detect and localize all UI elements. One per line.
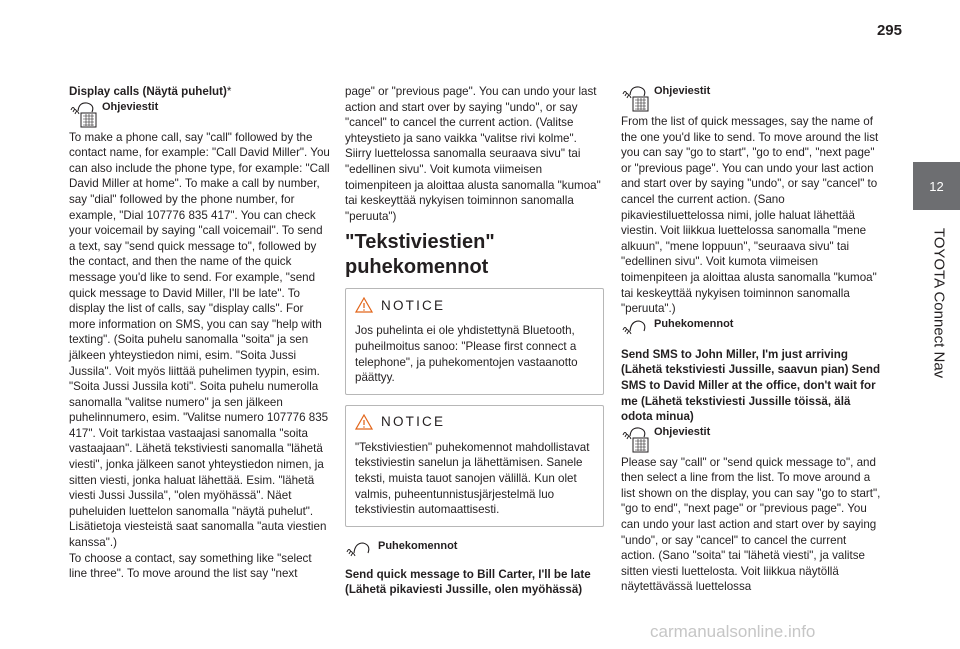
instructions-icon <box>621 425 651 453</box>
body-text-2: Please say "call" or "send quick message to", and then select a line from the list. To move around a list shown on the display, you can say "go to start", "go to end", "next page" or "previous page". You can undo your last action and start over by saying "undo", or say "cancel" to cancel the current action. (Sano "soita" tai "lähetä viesti", ja valitse sitten viesti luettelosta. Voit liikkua näytöllä näytettävässä luettelossa <box>621 455 881 594</box>
page-number: 295 <box>876 22 902 39</box>
notice-box-1 <box>345 288 604 394</box>
voice-command-label: Puhekomennot <box>378 539 458 552</box>
notice-title: NOTICE <box>381 413 446 429</box>
instructions-row <box>69 100 331 128</box>
body-text: To make a phone call, say "call" followed by the contact name, for example: "Call David Miller". You can also include the phone type, for example: "Call David Miller at home". To make a call by number, say "dial" followed by the phone number, for example, "Dial 107776 835 417". You can check your voicemail by saying "call voicemail". To send a text, say "send quick message to", followed by the contact, and then the name of the quick message you'd like to send. For example, "send quick message to David Miller, I'll be late". To display the list of calls, say "display calls". For more information on SMS, you can say "help with texting". (Soita puhelu sanomalla "soita" ja sen jälkeen yhteystiedon nimi, esim. "Soita Jussi Jussila". Voit myös liittää puhelimen tyypin, esim. "Soita Jussi Jussila koti". Soita puhelu numerolla sanomalla "valitse numero" ja sen jälkeen puhelinnumero, esim. "Valitse numero 107776 835 417". Voit tarkistaa vastaajasi sanomalla "soita vastaajaan". Lähetä tekstiviesti sanomalla "lähetä viesti", jonka jälkeen sanot yhteystiedon nimen, ja sitten viesti, jonka haluat lähettää. Esim. "lähetä viesti Jussi Jussila", "olen myöhässä". Näet puheluiden luettelon sanomalla "näytä puhelut". Lisätietoja viesteistä saat sanomalla "auta viestien kanssa".) <box>69 130 330 550</box>
warning-icon <box>355 297 373 313</box>
body-text: From the list of quick messages, say the name of the one you'd like to send. To move around the list you can say "go to start", "go to end", "next page" or "previous page". You can undo your last action and start over by saying "undo", or say "cancel" to cancel the current action. (Sano pikaviestiluettelossa nimi, jolle haluat lähettää viestin. Voit liikkua luettelossa sanomalla "mene alkuun", "mene loppuun", "seuraava sivu" tai "edellinen sivu". Voit kumota viimeisen toimenpiteen ja aloittaa alusta sanomalla "kumoa" tai keskeyttää nykyisen toiminnon sanomalla "peruuta".) <box>621 115 879 316</box>
notice-box-2 <box>345 405 604 527</box>
voice-command-row <box>345 539 604 561</box>
notice-text: Jos puhelinta ei ole yhdistettynä Bluetooth, puheilmoitus sanoo: "Please first connect a telephone", ja puhekomentojen vastaanotto päättyy. <box>355 324 578 385</box>
voice-command-label: Puhekomennot <box>654 317 734 330</box>
chapter-title <box>924 218 954 388</box>
body-text-2: To choose a contact, say something like "select line three". To move around the list say "next <box>69 551 312 581</box>
notice-header <box>355 297 595 313</box>
voice-command-icon <box>621 317 651 339</box>
warning-icon <box>355 414 373 430</box>
voice-command-icon <box>345 539 375 561</box>
heading-star: * <box>226 85 232 98</box>
instructions-label: Ohjeviestit <box>654 85 711 97</box>
column-2 <box>345 84 604 598</box>
column-1 <box>69 84 331 582</box>
command-text: Send SMS to John Miller, I'm just arriving (Lähetä tekstiviesti Jussille, saavun pian) Send SMS to David Miller at the office, don't wait for me (Lähetä tekstiviesti Jussille töissä, älä odota minua) <box>621 347 881 424</box>
section-heading: "Tekstiviestien" puhekomennot <box>345 231 495 279</box>
chapter-tab[interactable]: 12 <box>913 162 960 210</box>
notice-title: NOTICE <box>381 297 446 313</box>
command-text: Send quick message to Bill Carter, I'll be late (Lähetä pikaviesti Jussille, olen myöhässä) <box>345 567 591 597</box>
voice-command-row <box>621 317 883 339</box>
instructions-icon <box>621 84 651 112</box>
heading-text: Display calls (Näytä puhelut) <box>69 85 227 98</box>
watermark: carmanualsonline.info <box>650 622 816 641</box>
chapter-title-text: TOYOTA Connect Nav <box>930 227 948 379</box>
notice-text: "Tekstiviestien" puhekomennot mahdollistavat tekstiviestin sanelun ja lähettämisen. Sanele teksti, muista tauot sanojen välillä. Kun olet valmis, puheentunnistusjärjestelmä luo tekstiviestin automaattisesti. <box>355 440 590 517</box>
notice-header <box>355 414 595 430</box>
section-heading <box>69 84 331 100</box>
column-3 <box>621 84 883 595</box>
instructions-row <box>621 84 883 112</box>
instructions-label: Ohjeviestit <box>102 100 159 113</box>
instructions-icon <box>69 100 99 128</box>
body-text: page" or "previous page". You can undo your last action and start over by saying "undo", or say "cancel" to cancel the current action. (Valitse yhteystieto ja sano vaikka "valitse rivi kolme". Siirry luettelossa sanomalla seuraava sivu" tai "edellinen sivu". Voit kumota viimeisen toimenpiteen ja aloittaa alusta sanomalla "kumoa" tai keskeyttää nykyisen toiminnon sanomalla "peruuta") <box>345 85 601 223</box>
instructions-label: Ohjeviestit <box>654 425 711 438</box>
instructions-row <box>621 425 883 453</box>
